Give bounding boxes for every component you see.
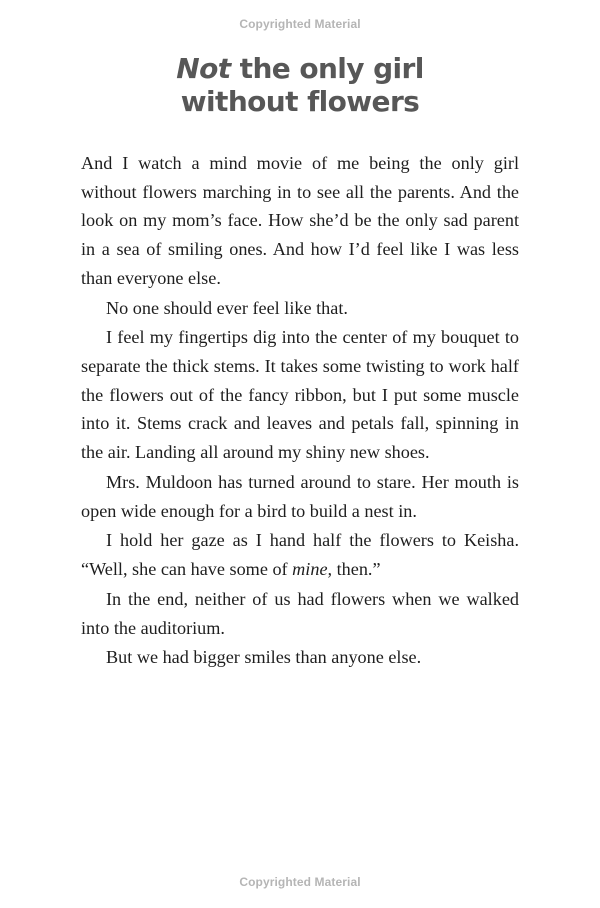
quote-text-before: I hold her gaze as I hand half the flowers to Keisha. “Well, she can have some of <box>81 530 519 580</box>
paragraph: And I watch a mind movie of me being the only girl without flowers marching in to see all the parents. And the look on my mom’s face. How she’d be the only sad parent in a sea of smiling ones. And how I’d feel like I was less than everyone else. <box>81 153 519 288</box>
paragraph-with-quote <box>81 526 519 583</box>
chapter-title-emphasis: Not <box>176 52 231 85</box>
paragraph: I feel my fingertips dig into the center of my bouquet to separate the thick stems. It takes some twisting to work half the flowers out of the fancy ribbon, but I put some muscle into it. Stems crack and leaves and petals fall, spinning in the air. Landing all around my shiny new shoes. <box>81 327 519 463</box>
chapter-title-line-1 <box>0 52 600 85</box>
chapter-body <box>81 149 519 673</box>
chapter-title-line-1-rest: the only girl <box>230 52 424 85</box>
paragraph: In the end, neither of us had flowers when we walked into the auditorium. <box>81 588 519 638</box>
quote-text-italic: mine, <box>292 559 333 580</box>
copyright-watermark-bottom: Copyrighted Material <box>239 875 361 889</box>
chapter-title <box>0 52 600 118</box>
paragraph: But we had bigger smiles than anyone else. <box>106 647 422 668</box>
paragraph: Mrs. Muldoon has turned around to stare. Her mouth is open wide enough for a bird to build a nest in. <box>81 471 519 521</box>
copyright-watermark-top: Copyrighted Material <box>239 17 361 31</box>
chapter-title-line-2: without flowers <box>180 85 420 118</box>
quote-text-after: then.” <box>332 559 381 580</box>
paragraph: No one should ever feel like that. <box>106 297 348 318</box>
